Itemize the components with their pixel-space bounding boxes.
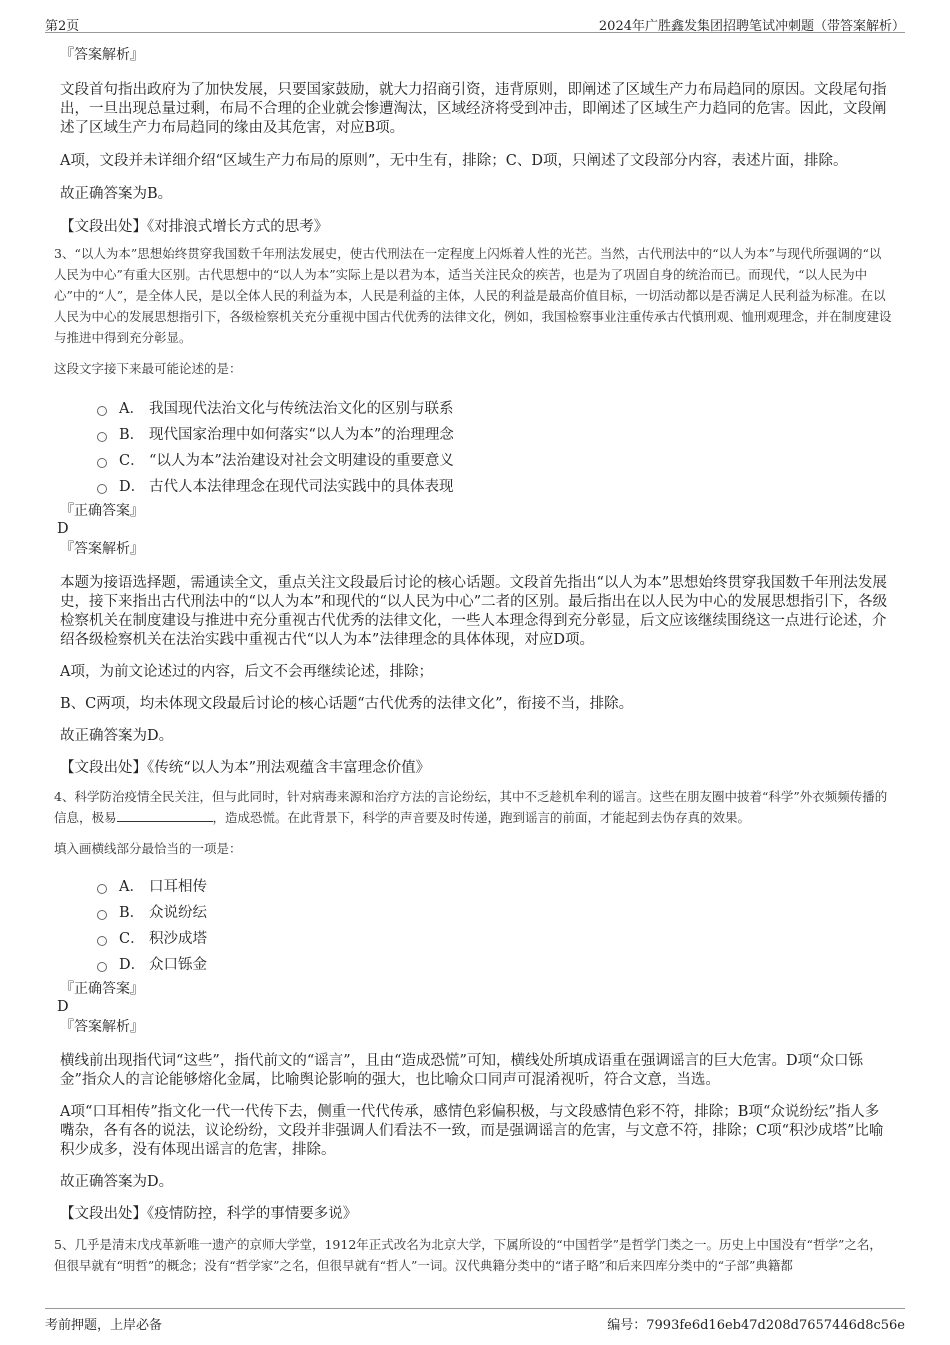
radio-icon[interactable]	[97, 910, 107, 920]
radio-icon[interactable]	[97, 484, 107, 494]
q4-stem: 4、科学防治疫情全民关注，但与此同时，针对病毒来源和治疗方法的言论纷纭，其中不乏趁机牟利的谣言。这些在朋友圈中披着“科学”外衣频频传播的信息，极易 ，造成恐慌。在此背景下，科学的声音要及时传递，跑到谣言的前面，才能起到去伪存真的效果。	[54, 789, 888, 825]
q4-option-d[interactable]: D． 众口铄金	[97, 952, 892, 978]
page-number: 第2页	[45, 19, 80, 34]
q4-analysis-p2: A项“口耳相传”指文化一代一代传下去，侧重一代代传承，感情色彩偏积极，与文段感情色彩不符，排除；B项“众说纷纭”指人多嘴杂，各有各的说法，议论纷纷，文段并非强调人们看法不一致，而是强调谣言的危害，与文意不符，排除；C项“积沙成塔”比喻积少成多，没有体现出谣言的危害，排除。	[60, 1104, 884, 1158]
q3-analysis-p2: A项，为前文论述过的内容，后文不会再继续论述，排除；	[60, 664, 433, 680]
radio-icon[interactable]	[97, 962, 107, 972]
q4-source: 【文段出处】《疫情防控，科学的事情要多说》	[60, 1206, 358, 1222]
q4-prompt: 填入画横线部分最恰当的一项是：	[54, 841, 242, 856]
q3-source: 【文段出处】《传统“以人为本”刑法观蕴含丰富理念价值》	[60, 760, 431, 776]
page-footer	[45, 1308, 905, 1337]
q4-analysis-p1: 横线前出现指代词“这些”，指代前文的“谣言”，且由“造成恐慌”可知，横线处所填成语重在强调谣言的巨大危害。D项“众口铄金”指众人的言论能够熔化金属，比喻舆论影响的强大，也比喻众口同声可混淆视听，符合文意，当选。	[60, 1053, 864, 1088]
q3-correct-answer: D	[57, 521, 69, 537]
q3-option-b[interactable]: B． 现代国家治理中如何落实“以人为本”的治理理念	[97, 422, 892, 448]
q2-analysis-p1: 文段首句指出政府为了加快发展，只要国家鼓励，就大力招商引资，违背原则，即阐述了区域生产力布局趋同的原因。文段尾句指出，一旦出现总量过剩，布局不合理的企业就会惨遭淘汰，区域经济将受到冲击，即阐述了区域生产力趋同的危害。因此，文段阐述了区域生产力布局趋同的缘由及其危害，对应B项。	[60, 82, 887, 136]
q4-analysis-p3: 故正确答案为D。	[60, 1174, 174, 1190]
footer-slogan: 考前押题，上岸必备	[45, 1318, 163, 1333]
q3-options	[97, 396, 892, 500]
q2-analysis-p3: 故正确答案为B。	[60, 186, 173, 202]
q2-analysis-p2: A项，文段并未详细介绍“区域生产力布局的原则”，无中生有，排除；C、D项，只阐述了文段部分内容，表述片面，排除。	[60, 153, 848, 169]
q4-option-a[interactable]: A． 口耳相传	[97, 874, 892, 900]
q4-option-c[interactable]: C． 积沙成塔	[97, 926, 892, 952]
q3-correct-label: 『正确答案』	[60, 503, 144, 519]
q5-stem: 5、几乎是清末戊戌革新唯一遗产的京师大学堂，1912年正式改名为北京大学，下属所设的“中国哲学”是哲学门类之一。历史上中国没有“哲学”之名，但很早就有“明哲”的概念；没有“哲学家”之名，但很早就有“哲人”一词。汉代典籍分类中的“诸子略”和后来四库分类中的“子部”典籍都	[54, 1237, 882, 1273]
q4-correct-answer: D	[57, 999, 69, 1015]
q3-option-c[interactable]: C． “以人为本”法治建设对社会文明建设的重要意义	[97, 448, 892, 474]
radio-icon[interactable]	[97, 936, 107, 946]
q3-analysis-p4: 故正确答案为D。	[60, 728, 174, 744]
q3-analysis-p3: B、C两项，均未体现文段最后讨论的核心话题“古代优秀的法律文化”，衔接不当，排除。	[60, 696, 634, 712]
q3-analysis-label: 『答案解析』	[60, 541, 144, 557]
footer-serial: 编号：7993fe6d16eb47d208d7657446d8c56e	[607, 1318, 905, 1333]
q4-option-b[interactable]: B． 众说纷纭	[97, 900, 892, 926]
radio-icon[interactable]	[97, 432, 107, 442]
q4-analysis-label: 『答案解析』	[60, 1019, 144, 1035]
radio-icon[interactable]	[97, 458, 107, 468]
radio-icon[interactable]	[97, 406, 107, 416]
q3-option-d[interactable]: D． 古代人本法律理念在现代司法实践中的具体表现	[97, 474, 892, 500]
document-title: 2024年广胜鑫发集团招聘笔试冲刺题（带答案解析）	[598, 19, 905, 34]
q4-options	[97, 874, 892, 978]
q3-option-a[interactable]: A． 我国现代法治文化与传统法治文化的区别与联系	[97, 396, 892, 422]
fill-blank	[117, 808, 213, 822]
q3-prompt: 这段文字接下来最可能论述的是：	[54, 361, 242, 376]
page-header	[45, 10, 905, 33]
q3-stem: 3、“以人为本”思想始终贯穿我国数千年刑法发展史，使古代刑法在一定程度上闪烁着人性的光芒。当然，古代刑法中的“以人为本”与现代所强调的“以人民为中心”有重大区别。古代思想中的“以人为本”实际上是以君为本，适当关注民众的疾苦，也是为了巩固自身的统治而已。而现代，“以人民为中心”中的“人”，是全体人民，是以全体人民的利益为本，人民是利益的主体，人民的利益是最高价值目标，一切活动都以是否满足人民利益为标准。在以人民为中心的发展思想指引下，各级检察机关充分重视中国古代优秀的法律文化，例如，我国检察事业注重传承古代慎刑观、恤刑观理念，并在制度建设与推进中得到充分彰显。	[54, 246, 892, 345]
radio-icon[interactable]	[97, 884, 107, 894]
page-content	[54, 46, 892, 1276]
q2-source: 【文段出处】《对排浪式增长方式的思考》	[60, 219, 329, 235]
q3-analysis-p1: 本题为接语选择题，需通读全文，重点关注文段最后讨论的核心话题。文段首先指出“以人为本”思想始终贯穿我国数千年刑法发展史，接下来指出古代刑法中的“以人为本”和现代的“以人民为中心”二者的区别。最后指出在以人民为中心的发展思想指引下，各级检察机关在制度建设与推进中充分重视古代优秀的法律文化，一些人本理念得到充分彰显，后文应该继续围绕这一点进行论述，介绍各级检察机关在法治实践中重视古代“以人为本”法律理念的具体体现，对应D项。	[60, 575, 888, 648]
q4-correct-label: 『正确答案』	[60, 981, 144, 997]
q2-analysis-label: 『答案解析』	[60, 47, 144, 63]
